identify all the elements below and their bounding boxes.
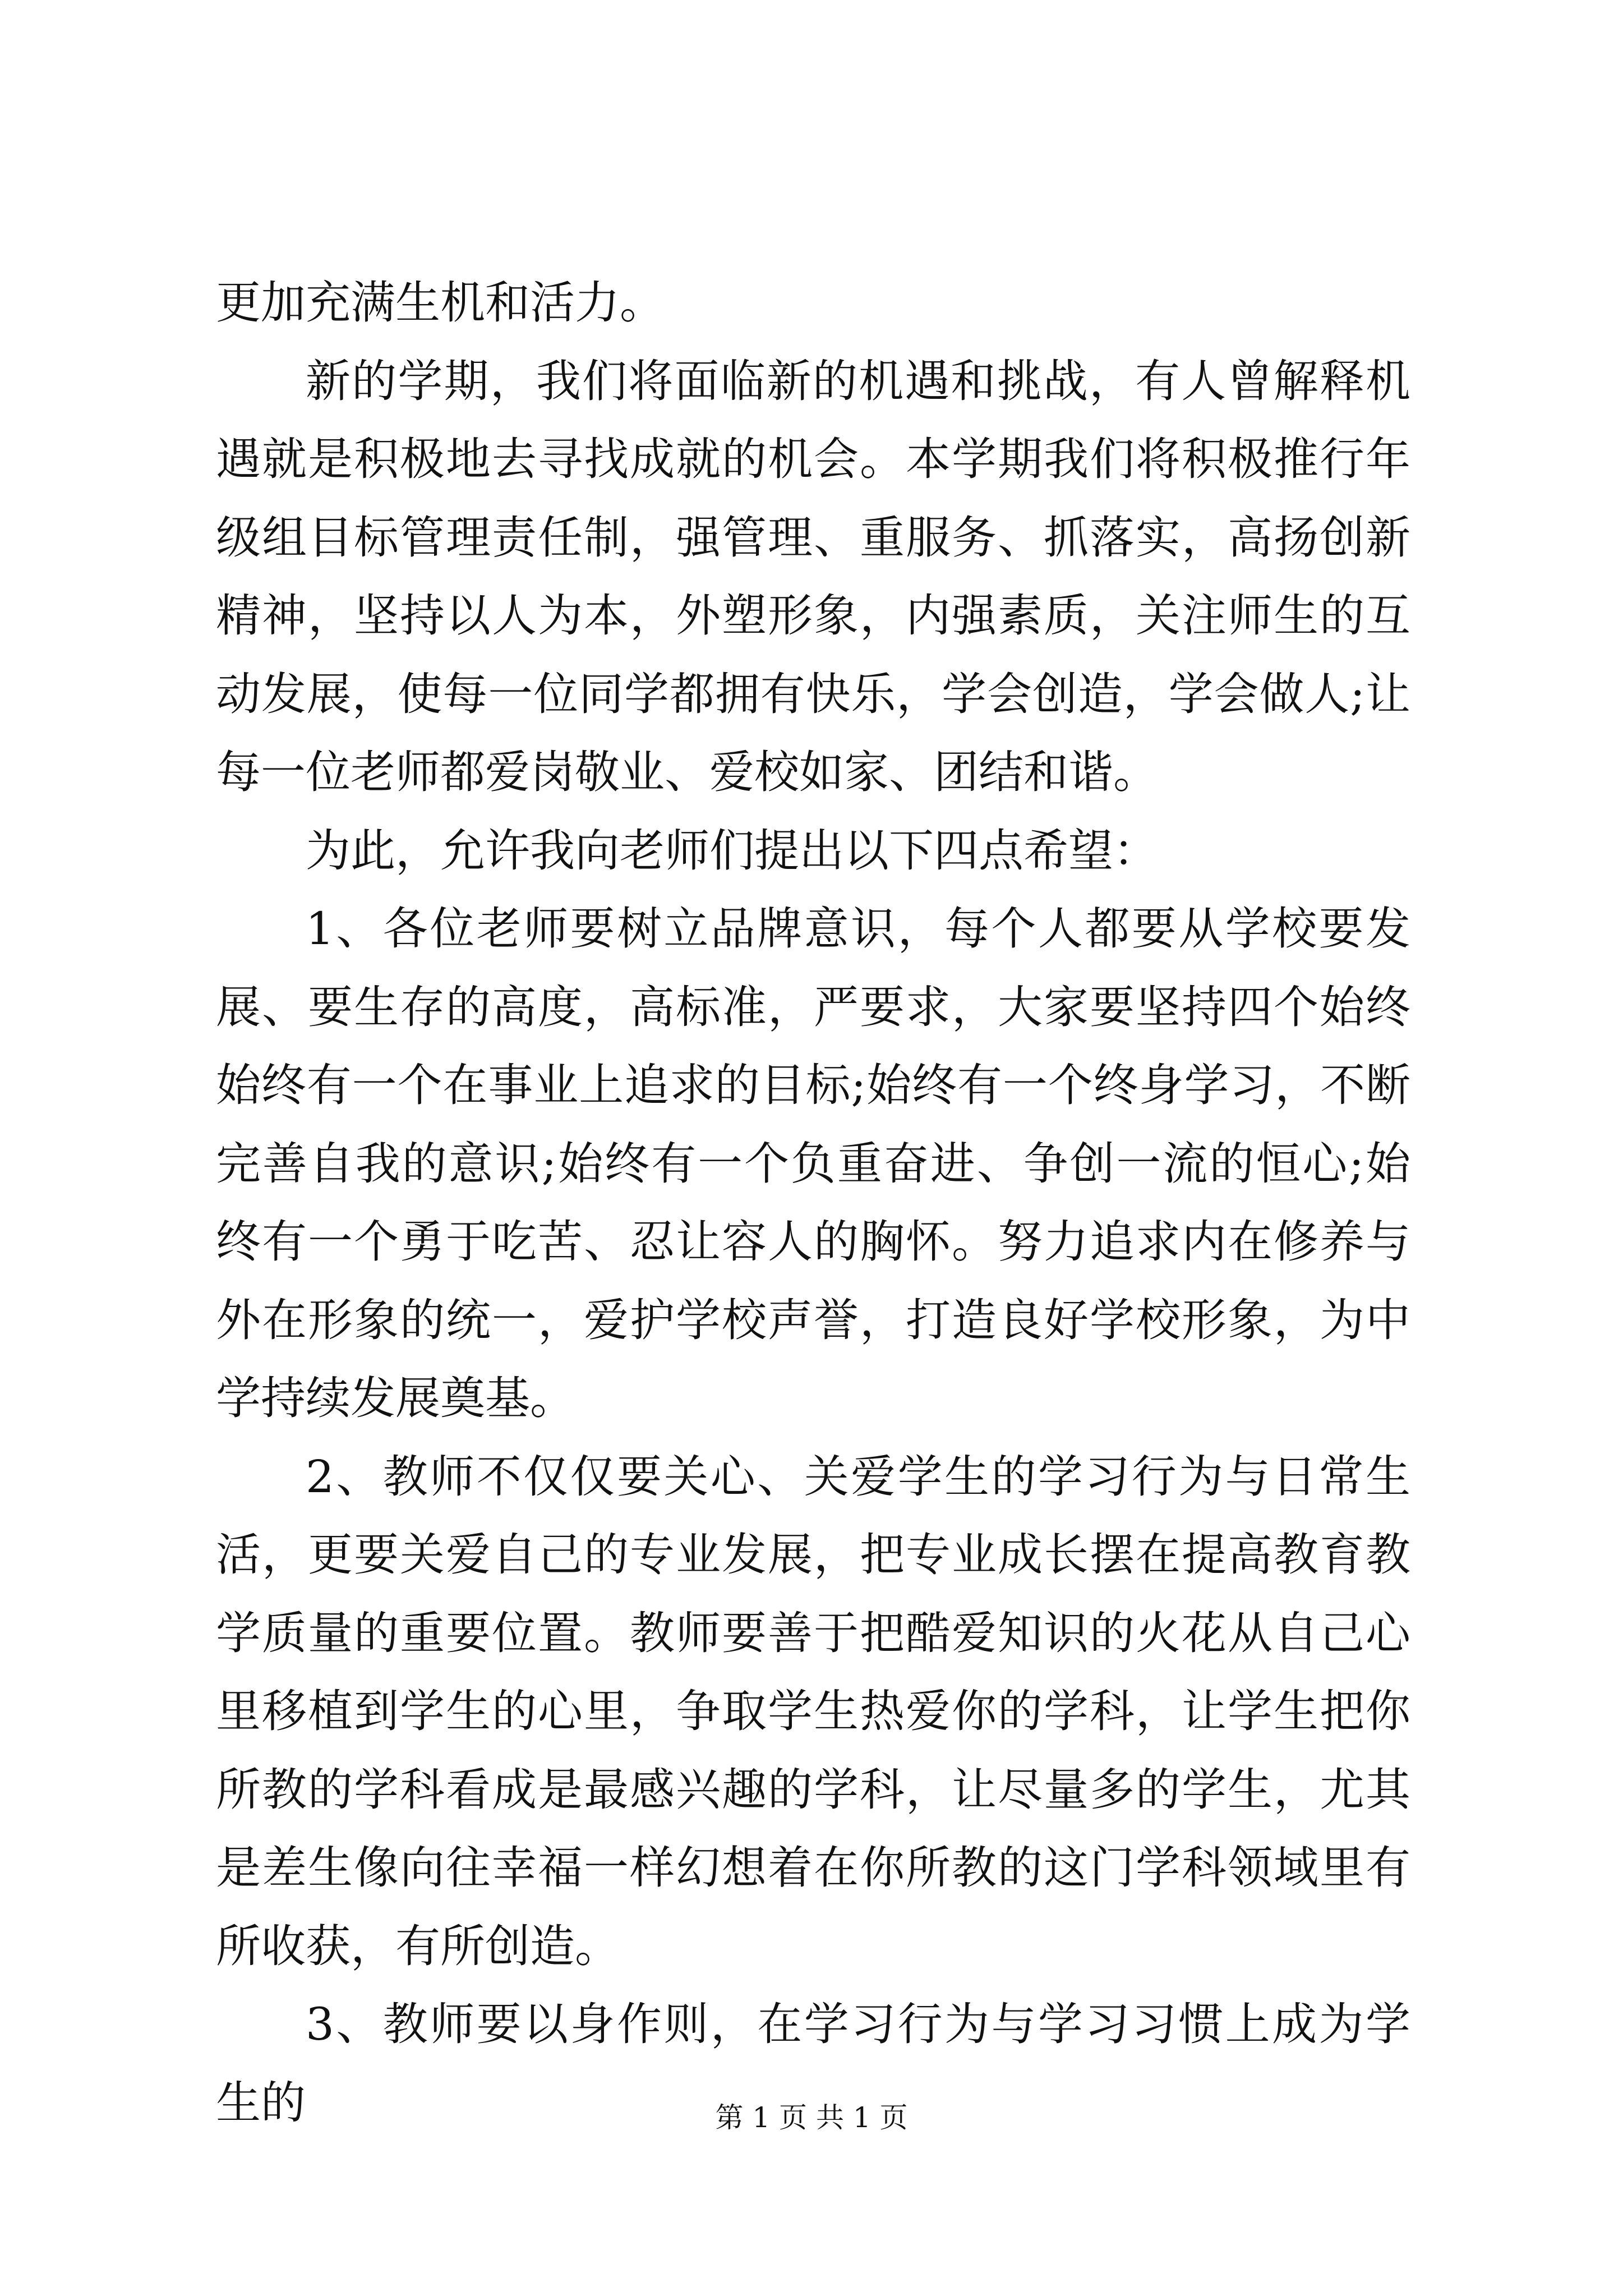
paragraph-2: 新的学期，我们将面临新的机遇和挑战，有人曾解释机遇就是积极地去寻找成就的机会。本学期我们将积极推行年级组目标管理责任制，强管理、重服务、抓落实，高扬创新精神，坚持以人为本，外塑形象，内强素质，关注师生的互动发展，使每一位同学都拥有快乐，学会创造，学会做人;让每一位老师都爱岗敬业、爱校如家、团结和谐。 <box>216 355 1410 798</box>
page-footer: 第 1 页 共 1 页 <box>715 2101 908 2134</box>
paragraph-6: 3、教师要以身作则，在学习行为与学习习惯上成为学生的 <box>216 1998 1410 2129</box>
document-body <box>216 264 1410 2142</box>
paragraph-3: 为此，允许我向老师们提出以下四点希望： <box>306 824 1158 877</box>
paragraph-5: 2、教师不仅仅要关心、关爱学生的学习行为与日常生活，更要关爱自己的专业发展，把专业成长摆在提高教育教学质量的重要位置。教师要善于把酷爱知识的火花从自己心里移植到学生的心里，争取学生热爱你的学科，让学生把你所教的学科看成是最感兴趣的学科，让尽量多的学生，尤其是差生像向往幸福一样幻想着在你所教的这门学科领域里有所收获，有所创造。 <box>216 1450 1410 1972</box>
paragraph-1: 更加充满生机和活力。 <box>216 277 665 329</box>
paragraph-4: 1、各位老师要树立品牌意识，每个人都要从学校要发展、要生存的高度，高标准，严要求，大家要坚持四个始终始终有一个在事业上追求的目标;始终有一个终身学习，不断完善自我的意识;始终有一个负重奋进、争创一流的恒心;始终有一个勇于吃苦、忍让容人的胸怀。努力追求内在修养与外在形象的统一，爱护学校声誉，打造良好学校形象，为中学持续发展奠基。 <box>216 903 1410 1424</box>
